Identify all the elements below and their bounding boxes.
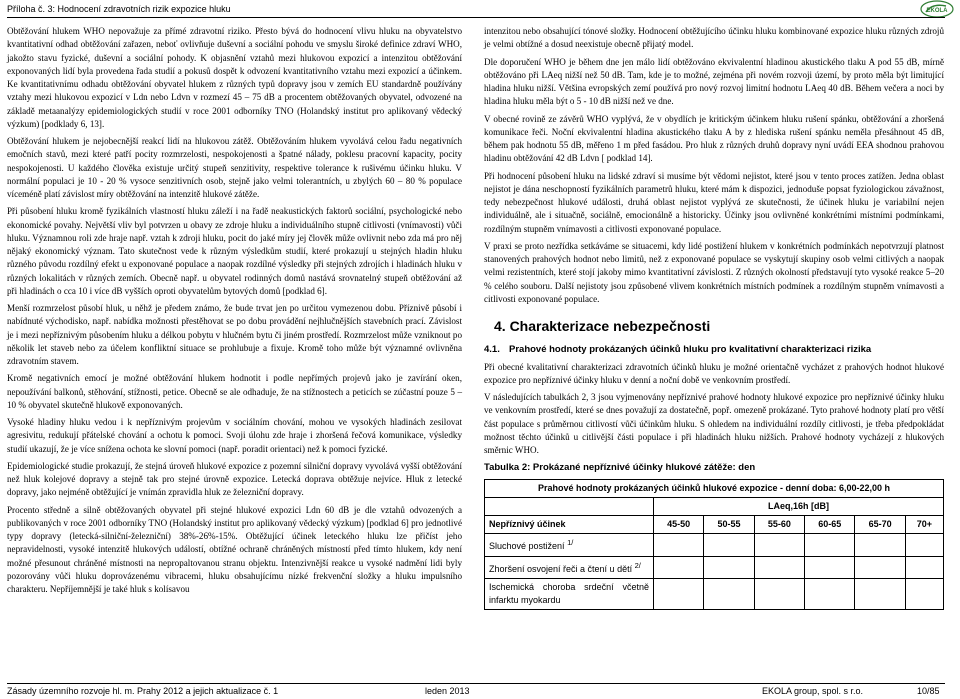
paragraph: Obtěžování hlukem je nejobecnější reakcí lidí na hlukovou zátěž. Obtěžováním hlukem vyvolává celou řadu negativních emočních stavů, mezi které patří pocity rozmrzelosti, nespokojenosti a špatné nálady, poklesu pracovní kapacity, pocity nespokojenosti. U každého člověka existuje určitý stupeň senzitivity, respektive tolerance k rušivému účinku hluku. V normální populaci je 10 - 20 % vysoce senzitivních osob, stejně jako velmi tolerantních, u zbylých 60 – 80 % populace víceméně platí závislost míry obtěžování na intenzitě hlukové zátěže. [7, 136, 462, 199]
row-label: Ischemická choroba srdeční včetně infarktu myokardu [489, 581, 649, 605]
company-logo [920, 0, 954, 18]
subsection-heading [484, 343, 944, 356]
row-label: Sluchové postižení [489, 541, 565, 552]
footer-date: leden 2013 [425, 686, 470, 696]
section-heading: 4. Charakterizace nebezpečnosti [494, 318, 711, 334]
paragraph: V obecné rovině ze závěrů WHO vyplývá, že v obydlích je kritickým účinkem hluku rušení spánku, obtěžování a zhoršená komunikace řeči. Noční ekvivalentní hladina akustického tlaku A by z hlediska rušení spánku neměla přesáhnout 45 dB, během pak hodnotu 55 dB, měřeno 1 m před fasádou. Pro hluk z různých druhů dopravy nyní uvádí EEA shodnou prahovou hladinu obtěžování 42 dB Ldvn [ podklad 14]. [484, 113, 944, 164]
table-col: 65-70 [855, 516, 905, 534]
row-footnote: 2/ [634, 560, 641, 570]
table-col: 55-60 [754, 516, 804, 534]
paragraph: Dle doporučení WHO je během dne jen málo lidí obtěžováno ekvivalentní hladinou akustického tlaku A pod 55 dB, mírně obtěžováno při LAeq nižší než 50 dB. Tam, kde je to možné, zejména při novém rozvoji území, by proto měla být limitující hladina hluku nižší. Většina evropských zemí používá pro nový rozvoj limitní hodnotu LAeq 40 dB. Během večera a noci by hladina hluku měla být o 5 - 10 dB nižší než ve dne. [484, 56, 944, 107]
paragraph: Vysoké hladiny hluku vedou i k nepříznivým projevům v sociálním chování, mohou ve vysokých hladinách zesilovat agresivitu, redukují přátelské chování a ochotu k pomoci. Svoji úlohu zde hraje i zhoršená řečová komunikace, výsledky studií ukazují, že je více snížena ochota ke slovní pomoci (např. poradit orientaci) než k pomoci fyzické. [7, 417, 462, 454]
paragraph: Při působení hluku kromě fyzikálních vlastností hluku záleží i na řadě neakustických faktorů sociální, psychologické nebo ekonomické povahy. Největší vliv byl potvrzen u obavy ze zdroje hluku a individuálního stupně citlivosti (vnímavosti) vůči hluku. Významnou roli zde hraje např. vztah k zdroji hluku, pocit do jaké míry jej člověk může ovlivnit nebo zda má pro něj nějaký ekonomický význam. Tato skutečnost vede k různým výsledkům studií, které prokazují u stejných hladin hluku různého původu rozdílný efekt u exponované populace a naopak rozdílné výsledky při stejných zdrojích i hladinách hluku v různých lokalitách v různých zemích. Obecně např. u obyvatel rodinných domů nastává srovnatelný stupeň obtěžování až při hladinách o cca 10 i více dB vyšších oproti obyvatelům bytových domů [podklad 6]. [7, 206, 462, 296]
paragraph: V praxi se proto nezřídka setkáváme se situacemi, kdy lidé postižení hlukem v konkrétních podmínkách nepotvrzují platnost stanovených prahových hodnot nebo limitů, než z exponované populace se vyskytují skupiny osob velmi citlivých a naopak velmi rezistentních, které stojí jakoby mimo kvantitativní závislosti. Z různých okolností představují tyto vysoké reakce 5–20 % celého souboru. Další nejistoty jsou způsobené vlivem konkrétních místních podmínek a rozdílným stupněm vnímavosti a citlivosti exponované populace. [484, 240, 944, 304]
threshold-table [484, 479, 944, 611]
paragraph: Při hodnocení působení hluku na lidské zdraví si musíme být vědomi nejistot, které jsou v tento proces zatížen. Jedna oblast nejistot je dána neschopností fyzikálních parametrů hluku, které mám k dispozici, jednoduše popsat fyziologickou závažnost, tedy nebezpečnost hlukové události, druhá oblast nejistot vyplývá ze skutečnosti, že účinek hluku je variabilní nejen individuálně, ale i situačně, sociálně, emocionálně a historicky. Účinky jsou ovlivněné konkrétními místními podmínkami, rozdílným stupněm vnímavosti a citlivosti exponované populace. [484, 170, 944, 234]
table-col: 70+ [905, 516, 943, 534]
paragraph: V následujících tabulkách 2, 3 jsou vyjmenovány nepříznivé prahové hodnoty hlukové expozice pro nepříznivé účinky hluku ve venkovním prostředí, které se dnes považují za dostatečně, popř. omezeně prokázané. Tyto prahové hodnoty platí pro větší část populace s průměrnou citlivostí vůči účinkům hluku. S ohledem na individuální rozdíly citlivosti, je třeba předpokládat možnost těchto účinků u citlivější části populace i při hladinách hluku nižších. Prahové hodnoty vycházejí z hlukových směrnic WHO. [484, 392, 944, 455]
paragraph: Obtěžování hlukem WHO nepovažuje za přímé zdravotní riziko. Přesto bývá do hodnocení vlivu hluku na obyvatelstvo kvantitativní odhad obtěžování zařazen, neboť ovlivňuje duševní a sociální pohodu ve smyslu široké definice zdraví WHO, jakožto stavu fyzické, duševní a sociální pohody. K objasnění vztahů mezi hlukovou expozicí a intenzitou obtěžování exponovaných lidí byla provedena řada studií a pokusů dospět k odvození kvantitativního vztahu mezi expozicí a účinkem. Ke kvantitativnímu odhadu obtěžování obyvatel hlukem z různých typů dopravy jsou v zemích EU standardně používány vztahy mezi hlukovou expozicí v Ldn nebo Ldvn v rozmezí 45 – 75 dB a procentem obtěžovaných obyvatel, odvozené na základě metaanalýzy epidemiologických studií v roce 2001 odborníky TNO (Holandský institut pro aplikovaný vědecký výzkum) [podklady 6, 13]. [7, 26, 462, 129]
table-row [485, 578, 944, 610]
table-col-header: Nepříznivý účinek [485, 516, 654, 534]
table-unit: LAeq,16h [dB] [654, 497, 944, 515]
footer-divider [7, 683, 945, 684]
table-row [485, 534, 944, 556]
footer-document: Zásady územního rozvoje hl. m. Prahy 2012 a jejich aktualizace č. 1 [7, 686, 279, 696]
paragraph: Epidemiologické studie prokazují, že stejná úroveň hlukové expozice z pozemní silniční dopravy vyvolává vyšší obtěžování než hluk kolejové dopravy a stejně tak pro stejné úrovně expozice. Letecká doprava obtěžuje nejvíce. Hluk z letecké dopravy, jako nejméně obtěžující je vnímán zpravidla hluk ze železniční dopravy. [7, 460, 462, 498]
table-col: 45-50 [654, 516, 704, 534]
paragraph: Při obecné kvalitativní charakterizaci zdravotních účinků hluku je možné orientačně vycházet z prahových hodnot hlukové expozice pro nepříznivé účinky hluku v denní a noční době ve venkovním prostředí. [484, 361, 944, 385]
table-col: 50-55 [704, 516, 754, 534]
row-footnote: 1/ [567, 538, 574, 548]
row-label: Zhoršení osvojení řeči a čtení u dětí [489, 563, 633, 574]
subsection-title: Prahové hodnoty prokázaných účinků hluku pro kvalitativní charakterizaci rizika [509, 344, 872, 356]
svg-text:EKOLA: EKOLA [926, 8, 948, 14]
paragraph: Kromě negativních emocí je možné obtěžování hlukem hodnotit i podle nepřímých projevů jako je zavírání oken, nepoužívání balkonů, stěhování, stížnosti, petice. Obecně se ale odhaduje, že na stížnostech a peticích se zúčastní pouze 5 – 10 % obyvatel skutečně hlukově exponovaných. [7, 373, 462, 410]
right-column [484, 25, 944, 610]
table-title: Prahové hodnoty prokázaných účinků hlukové expozice - denní doba: 6,00-22,00 h [485, 479, 944, 497]
page-header-title: Příloha č. 3: Hodnocení zdravotních rizik expozice hluku [7, 4, 231, 14]
footer-page-number: 10/85 [917, 686, 940, 696]
table-row [485, 556, 944, 578]
paragraph: Menší rozmrzelost působí hluk, u něhž je předem známo, že bude trvat jen po určitou vymezenou dobu. Příznivě působí i nabídnuté východisko, např. nabídka možnosti přestěhovat se po dobu provádění nejhlučnějších stavebních prací. Závislost je i mezi nepříznivým působením hluku a délkou pobytu v hlučném bytu či jiném prostředí. Rozmrzelost může vzniknout po několik let staveb nebo za účelem konfliktní situace se prohlubuje a fixuje. Kromě toho může být významné ovlivněna zdravotním stavem. [7, 303, 462, 366]
left-column [7, 25, 462, 600]
subsection-number: 4.1. [484, 344, 500, 356]
footer-company: EKOLA group, spol. s r.o. [762, 686, 864, 696]
table-caption: Tabulka 2: Prokázané nepříznivé účinky hlukové zátěže: den [484, 462, 756, 474]
paragraph: Procento středně a silně obtěžovaných obyvatel při stejné hlukové expozici Ldn 60 dB je dle vztahů odvozených a publikovaných v roce 2001 odborníky TNO (Holandský institut pro aplikovaný vědecký výzkum) [podklad 6] pro jednotlivé typy dopravy (letecká-silniční-železniční) 38%-26%-15%. Obtěžující účinek leteckého hluku lze přičíst jeho nepravidelnosti, vysoké intenzitě hlukových událostí, obtížné ochraně chráněných místností před tímto hlukem, kdy není možné přesunout chráněné místnosti na nepropaltovanou stranu objektu. Intenzivnější reakce u vysoké nadmění lidi byly pozorovány vůči hluku doprovázenému vibracemi, hluku obsahujícímu nízké frekvenční složky a hluku impulsního charakteru. Nepříjemnější je také hluk s kolísavou [7, 504, 462, 594]
header-divider [7, 17, 945, 18]
paragraph: intenzitou nebo obsahující tónové složky. Hodnocení obtěžujícího účinku hluku kombinované expozice hluku různých zdrojů je velmi obtížné a dosud neexistuje obecně přijatý model. [484, 26, 944, 50]
table-col: 60-65 [805, 516, 855, 534]
